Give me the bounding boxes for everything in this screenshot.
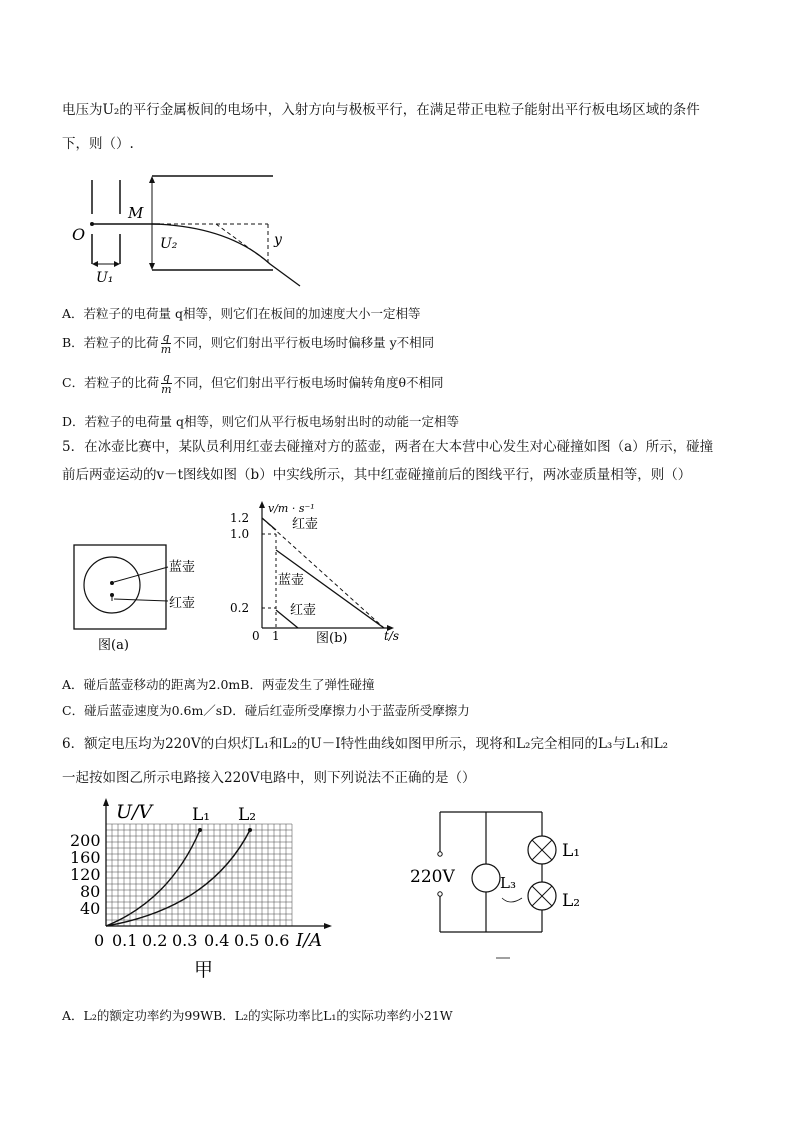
q6-xtick-0.6: 0.6 (264, 931, 290, 950)
q6-ytick-160: 160 (70, 848, 101, 867)
q5-fig-b-xtick-0: 0 (252, 629, 260, 643)
q5-figure-b (232, 498, 402, 648)
q4-option-B-post: 不同，则它们射出平行板电场时偏移量 y不相同 (173, 335, 435, 350)
q6-circuit (406, 806, 606, 966)
q4-option-B-ratio: $\frac{q}{m}$ (160, 331, 172, 356)
q6-xtick-0: 0 (94, 931, 105, 950)
q4-deflection-figure (68, 168, 308, 288)
q6-xtick-0.4: 0.4 (204, 931, 230, 950)
q6-ytick-80: 80 (80, 882, 101, 901)
q6-lamp-L3-icon (472, 864, 500, 892)
q4-label-O: O (72, 225, 86, 244)
q5-line1: 5．在冰壶比赛中，某队员利用红壶去碰撞对方的蓝壶，两者在大本营中心发生对心碰撞如图（a）所示，碰撞 (62, 439, 714, 455)
q6-circuit-L1-label: L₁ (562, 841, 581, 861)
q6-ui-chart (70, 796, 360, 986)
q4-option-A: A．若粒子的电荷量 q相等，则它们在板间的加速度大小一定相等 (62, 306, 421, 321)
q5-fig-b-xtick-1: 1 (272, 629, 280, 643)
q6-curve2-label: L₂ (238, 805, 257, 825)
q5-fig-a-caption: 图(a) (98, 638, 129, 653)
q5-line2: 前后两壶运动的v－t图线如图（b）中实线所示，其中红壶碰撞前后的图线平行，两冰壶质量相等，则（） (62, 467, 692, 483)
q5-fig-a-blue-label: 蓝壶 (169, 560, 196, 575)
q6-ytick-120: 120 (70, 865, 101, 884)
q4-label-U2: U₂ (160, 236, 178, 252)
q6-ytick-200: 200 (70, 831, 101, 850)
q5-fig-b-y-axis-label: v/m · s⁻¹ (268, 502, 315, 515)
q6-line1: 6．额定电压均为220V的白炽灯L₁和L₂的U－I特性曲线如图甲所示，现将和L₂完全相同的L₃与L₁和L₂ (62, 736, 669, 752)
q5-fig-b-red-bottom-label: 红壶 (290, 603, 317, 618)
q4-intro-line1: 电压为U₂的平行金属板间的电场中，入射方向与极板平行，在满足带正电粒子能射出平行板电场区域的条件 (62, 102, 700, 118)
q5-options-CD: C．碰后蓝壶速度为0.6m／sD．碰后红壶所受摩擦力小于蓝壶所受摩擦力 (62, 703, 470, 718)
q5-fig-a-red-label: 红壶 (169, 596, 196, 611)
q4-option-C-post: 不同，但它们射出平行板电场时偏转角度θ不相同 (173, 375, 444, 390)
q6-x-axis-label: I/A (296, 930, 323, 951)
q6-line2: 一起按如图乙所示电路接入220V电路中，则下列说法不正确的是（） (62, 770, 476, 786)
q6-circuit-source-label: 220V (410, 867, 455, 887)
q5-fig-b-x-axis-label: t/s (384, 629, 400, 643)
q5-fig-b-ytick-3: 0.2 (230, 601, 250, 615)
q4-label-U1: U₁ (96, 270, 114, 286)
q4-option-C-ratio: $\frac{q}{m}$ (161, 371, 172, 396)
q6-y-axis-label: U/V (116, 801, 153, 823)
q5-figure-a (74, 545, 224, 655)
q4-intro-line2: 下，则（）. (62, 136, 134, 152)
q6-xtick-0.5: 0.5 (234, 931, 260, 950)
q6-options-AB: A．L₂的额定功率约为99WB．L₂的实际功率比L₁的实际功率约小21W (62, 1008, 453, 1023)
q6-lamp-L1-icon (528, 836, 556, 864)
q6-lamp-L2-icon (528, 882, 556, 910)
q6-ytick-40: 40 (80, 899, 101, 918)
q5-fig-b-caption: 图(b) (316, 631, 348, 646)
q5-fig-b-blue-label: 蓝壶 (278, 573, 305, 588)
q6-xtick-0.3: 0.3 (172, 931, 198, 950)
q4-label-M: M (128, 204, 144, 222)
q5-fig-b-red-top-label: 红壶 (292, 517, 319, 532)
q5-options-AB: A．碰后蓝壶移动的距离为2.0mB．两壶发生了弹性碰撞 (62, 677, 375, 692)
q6-circuit-L3-label: L₃ (500, 874, 516, 892)
q4-option-C-pre: C．若粒子的比荷 (62, 375, 160, 390)
q4-option-B (62, 332, 434, 355)
q6-curve1-label: L₁ (192, 805, 211, 825)
q4-option-C (62, 372, 444, 395)
q6-xtick-0.1: 0.1 (112, 931, 138, 950)
q6-chart-caption: 甲 (194, 959, 214, 981)
q4-option-D: D．若粒子的电荷量 q相等，则它们从平行板电场射出时的动能一定相等 (62, 414, 459, 429)
q6-circuit-L2-label: L₂ (562, 891, 581, 911)
q4-option-B-pre: B．若粒子的比荷 (62, 335, 159, 350)
q5-fig-b-ytick-2: 1.0 (230, 527, 250, 541)
q5-fig-b-ytick-1: 1.2 (230, 511, 250, 525)
q4-label-y: y (274, 232, 282, 248)
q6-xtick-0.2: 0.2 (142, 931, 168, 950)
